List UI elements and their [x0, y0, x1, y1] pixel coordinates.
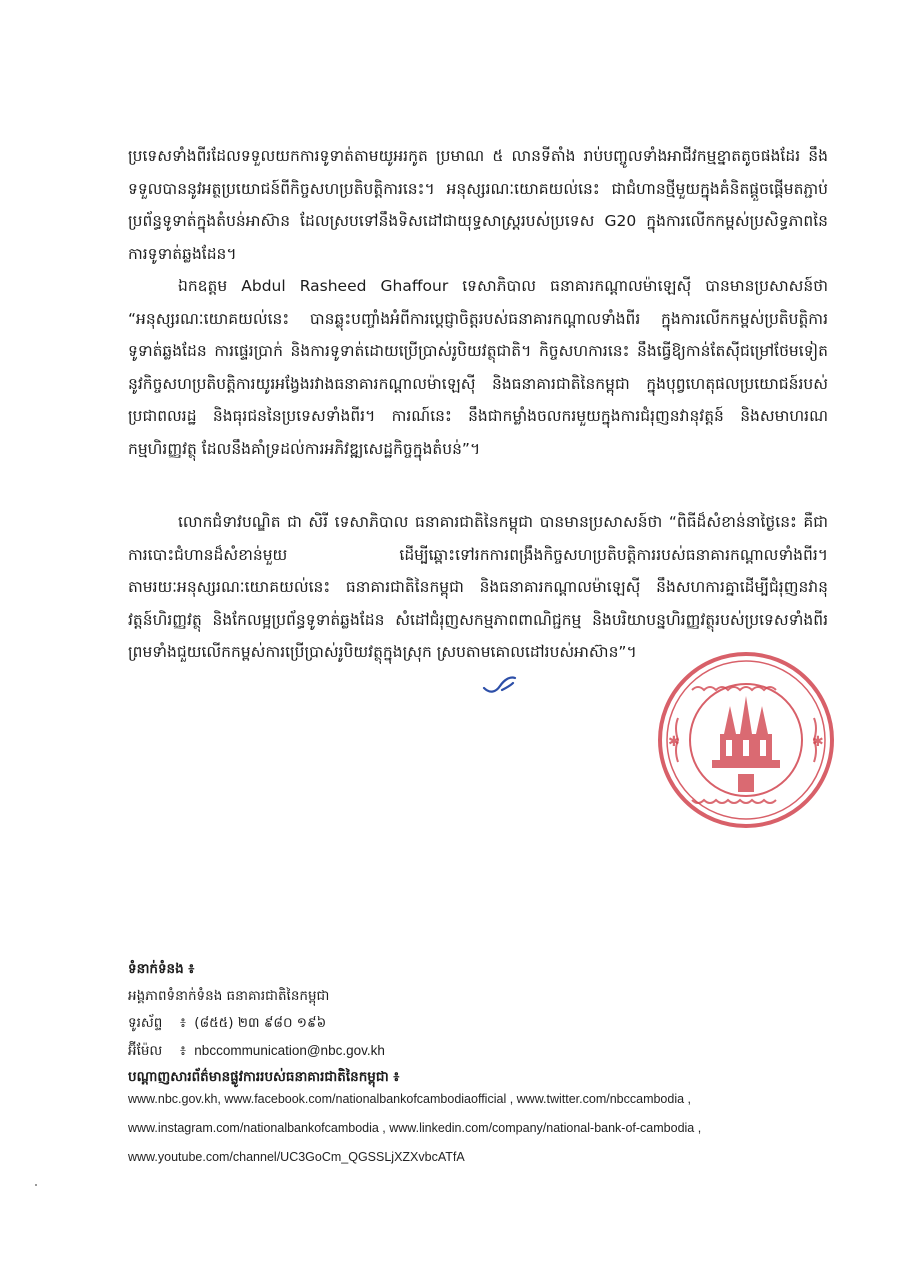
official-seal-stamp: [654, 648, 838, 832]
email-address[interactable]: nbccommunication@nbc.gov.kh: [194, 1043, 385, 1058]
paragraph-2: [128, 270, 828, 465]
contact-department: អង្គភាពទំនាក់ទំនង ធនាគារជាតិនៃកម្ពុជា: [128, 988, 330, 1004]
paragraph-2-text: ឯកឧត្តម Abdul Rasheed Ghaffour ទេសាភិបាល ធនាគារកណ្តាលម៉ាឡេស៊ី បានមានប្រសាសន៍ថា “អនុស្សរណៈយោគយល់នេះ បានឆ្លុះបញ្ចាំងអំពីការប្តេជ្ញាចិត្តរបស់ធនាគារកណ្តាលទាំងពីរ ក្នុងការលើកកម្ពស់ប្រតិបត្តិការទូទាត់ឆ្លងដែន ការផ្ទេរប្រាក់ និងការទូទាត់ដោយប្រើប្រាស់រូបិយវត្ថុជាតិ។ កិច្ចសហការនេះ នឹងធ្វើឱ្យកាន់តែស៊ីជម្រៅថែមទៀតនូវកិច្ចសហប្រតិបត្តិការយូរអង្វែងរវាងធនាគារកណ្តាលម៉ាឡេស៊ី និងធនាគារជាតិនៃកម្ពុជា ក្នុងបុព្វហេតុផលប្រយោជន៍របស់ប្រជាពលរដ្ឋ និងធុរជននៃប្រទេសទាំងពីរ។ ការណ៍នេះ នឹងជាកម្លាំងចលករមួយក្នុងការជំរុញនវានុវត្តន៍ និងសមាហរណកម្មហិរញ្ញវត្ថុ ដែលនឹងគាំទ្រដល់ការអភិវឌ្ឍសេដ្ឋកិច្ចក្នុងតំបន់”។: [128, 277, 828, 458]
phone-label: ទូរស័ព្ទ: [128, 1015, 163, 1031]
social-heading: បណ្តាញសារព័ត៌មានផ្លូវការរបស់ធនាគារជាតិនៃកម្ពុជា ៖: [128, 1069, 400, 1085]
contact-phone-row: [128, 1010, 828, 1037]
contact-email-row: [128, 1037, 828, 1064]
email-separator: ៖: [180, 1043, 186, 1059]
paragraph-3: [128, 506, 828, 669]
paragraph-3-text: លោកជំទាវបណ្ឌិត ជា សិរី ទេសាភិបាល ធនាគារជាតិនៃកម្ពុជា បានមានប្រសាសន៍ថា “ពិធីដ៏សំខាន់នាថ្ងៃនេះ គឺជាការបោះជំហានដ៏សំខាន់មួយ ដើម្បីឆ្ពោះទៅរកការពង្រឹងកិច្ចសហប្រតិបត្តិការរបស់ធនាគារកណ្តាលទាំងពីរ។ តាមរយៈអនុស្សរណៈយោគយល់នេះ ធនាគារជាតិនៃកម្ពុជា និងធនាគារកណ្តាលម៉ាឡេស៊ី នឹងសហការគ្នាដើម្បីជំរុញនវានុវត្តន៍ហិរញ្ញវត្ថុ និងកែលម្អប្រព័ន្ធទូទាត់ឆ្លងដែន សំដៅជំរុញសកម្មភាពពាណិជ្ជកម្ម និងបរិយាបន្នហិរញ្ញវត្ថុរបស់ប្រទេសទាំងពីរ ព្រមទាំងជួយលើកកម្ពស់ការប្រើប្រាស់រូបិយវត្ថុក្នុងស្រុក ស្របតាមគោលដៅរបស់អាស៊ាន”។: [128, 513, 828, 661]
links-line-1[interactable]: www.nbc.gov.kh, www.facebook.com/nationalbankofcambodiaofficial , www.twitter.com/nbccambodia ,: [128, 1092, 692, 1106]
page-speck: [35, 1184, 37, 1186]
contact-heading: ទំនាក់ទំនង ៖: [128, 961, 195, 977]
social-links: [128, 1085, 848, 1172]
links-line-3[interactable]: www.youtube.com/channel/UC3GoCm_QGSSLjXZXvbcATfA: [128, 1150, 465, 1164]
phone-number: (៨៥៥) ២៣ ៩៨០ ១៩៦: [194, 1015, 327, 1031]
contact-block: [128, 956, 828, 1091]
email-label: អ៊ីម៉ែល: [128, 1043, 163, 1059]
paragraph-1: ប្រទេសទាំងពីរដែលទទួលយកការទូទាត់តាមយូអរកូត ប្រមាណ ៥ លានទីតាំង រាប់បញ្ចូលទាំងអាជីវកម្មខ្នាតតូចផងដែរ នឹងទទួលបាននូវអត្ថប្រយោជន៍ពីកិច្ចសហប្រតិបត្តិការនេះ។ អនុស្សរណៈយោគយល់នេះ ជាជំហានថ្មីមួយក្នុងគំនិតផ្តួចផ្តើមតភ្ជាប់ប្រព័ន្ធទូទាត់ក្នុងតំបន់អាស៊ាន ដែលស្របទៅនឹងទិសដៅជាយុទ្ធសាស្ត្ររបស់ប្រទេស G20 ក្នុងការលើកកម្ពស់ប្រសិទ្ធភាពនៃការទូទាត់ឆ្លងដែន។: [128, 147, 828, 263]
links-line-2[interactable]: www.instagram.com/nationalbankofcambodia , www.linkedin.com/company/national-bank-of-cambodia ,: [128, 1121, 702, 1135]
phone-separator: ៖: [180, 1015, 186, 1031]
svg-text:✱: ✱: [812, 734, 824, 750]
svg-text:✱: ✱: [668, 734, 680, 750]
signature-mark: [480, 672, 520, 698]
